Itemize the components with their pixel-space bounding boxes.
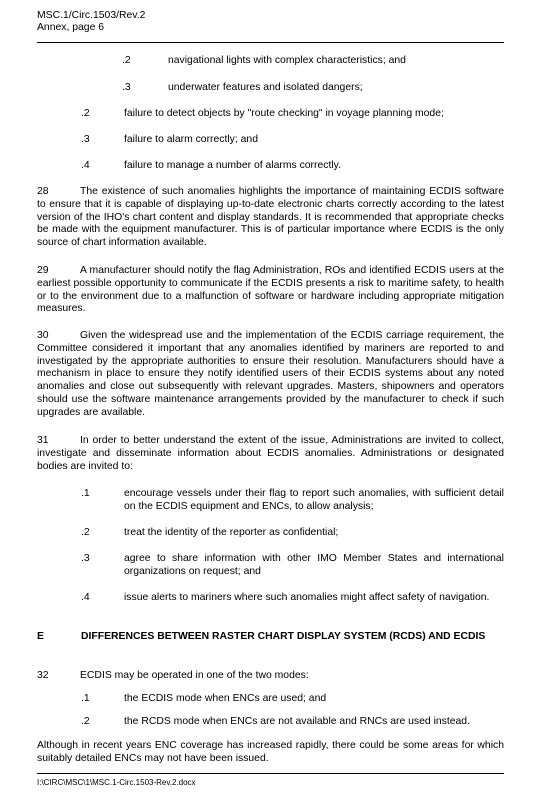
- list-item-text: issue alerts to mariners where such anomalies might affect safety of navigation.: [124, 592, 490, 603]
- list-item-number: .2: [81, 716, 90, 727]
- paragraph-28: [37, 186, 504, 250]
- list-item-text: treat the identity of the reporter as confidential;: [124, 527, 339, 538]
- list-item-text: the ECDIS mode when ENCs are used; and: [124, 693, 327, 704]
- list-item-number: .2: [81, 108, 90, 119]
- paragraph-31: [37, 435, 504, 473]
- section-heading: DIFFERENCES BETWEEN RASTER CHART DISPLAY SYSTEM (RCDS) AND ECDIS: [81, 631, 486, 642]
- list-item-text: failure to detect objects by "route checking" in voyage planning mode;: [124, 108, 444, 119]
- header-rule: [37, 42, 504, 43]
- paragraph-text: Given the widespread use and the implementation of the ECDIS carriage requirement, the Committee considered it important that any anomalies identified by mariners are reported to and investigated by the appropriate authorities to ensure their resolution. Manufacturers should have a mechanism in place to ensure they notify identified users of their ECDIS systems about any noted anomalies and close out subsequently with relevant upgrades. Masters, shipowners and operators should use the software maintenance arrangements provided by the manufacturer to check if such upgrades are available.: [37, 330, 504, 418]
- paragraph-32: [37, 670, 504, 683]
- footer-file-path: I:\CIRC\MSC\1\MSC.1-Circ.1503-Rev.2.docx: [37, 778, 196, 787]
- list-item-text: failure to alarm correctly; and: [124, 134, 258, 145]
- list-item-number: .4: [81, 160, 90, 171]
- sub-item-text: navigational lights with complex characteristics; and: [168, 55, 406, 66]
- doc-reference: MSC.1/Circ.1503/Rev.2: [37, 10, 146, 21]
- list-item-number: .1: [81, 693, 90, 704]
- sub-item-number: .2: [122, 55, 131, 66]
- closing-paragraph: Although in recent years ENC coverage has increased rapidly, there could be some areas for which suitably detailed ENCs may not have been issued.: [37, 740, 504, 764]
- paragraph-number: 31: [37, 435, 49, 446]
- paragraph-number: 29: [37, 265, 49, 276]
- sub-item-number: .3: [122, 82, 131, 93]
- list-item-text: failure to manage a number of alarms correctly.: [124, 160, 341, 171]
- list-item-number: .3: [81, 553, 90, 564]
- list-item-text: agree to share information with other IMO Member States and international organizations on request; and: [124, 553, 504, 577]
- paragraph-text: In order to better understand the extent of the issue, Administrations are invited to collect, investigate and disseminate information about ECDIS anomalies. Administrations or designated bodies are invited to:: [37, 435, 504, 472]
- page-header: [37, 10, 145, 33]
- paragraph-text: The existence of such anomalies highlights the importance of maintaining ECDIS software to ensure that it is capable of displaying up-to-date electronic charts correctly according to the latest version of the IHO's chart content and display standards. It is recommended that appropriate checks be made with the equipment manufacturer. This is of particular importance where ECDIS is the only source of chart information available.: [37, 186, 504, 249]
- paragraph-text: A manufacturer should notify the flag Administration, ROs and identified ECDIS users at the earliest possible opportunity to communicate if the ECDIS presents a risk to maritime safety, to health or to the environment due to a malfunction of software or hardware including appropriate mitigation measures.: [37, 265, 504, 315]
- paragraph-number: 28: [37, 186, 49, 197]
- list-item-number: .3: [81, 134, 90, 145]
- list-item-text: the RCDS mode when ENCs are not available and RNCs are used instead.: [124, 716, 470, 727]
- list-item-number: .2: [81, 527, 90, 538]
- paragraph-number: 30: [37, 330, 49, 341]
- paragraph-text: ECDIS may be operated in one of the two modes:: [80, 670, 309, 681]
- section-letter: E: [37, 631, 44, 642]
- sub-item-text: underwater features and isolated dangers;: [168, 82, 363, 93]
- paragraph-29: [37, 265, 504, 316]
- list-item-number: .4: [81, 592, 90, 603]
- paragraph-number: 32: [37, 670, 49, 681]
- list-item-text: encourage vessels under their flag to report such anomalies, with sufficient detail on the ECDIS equipment and ENCs, to allow analysis;: [124, 488, 504, 512]
- list-item-number: .1: [81, 488, 90, 499]
- page-number: Annex, page 6: [37, 21, 105, 33]
- paragraph-30: [37, 330, 504, 420]
- footer-rule: [37, 773, 504, 774]
